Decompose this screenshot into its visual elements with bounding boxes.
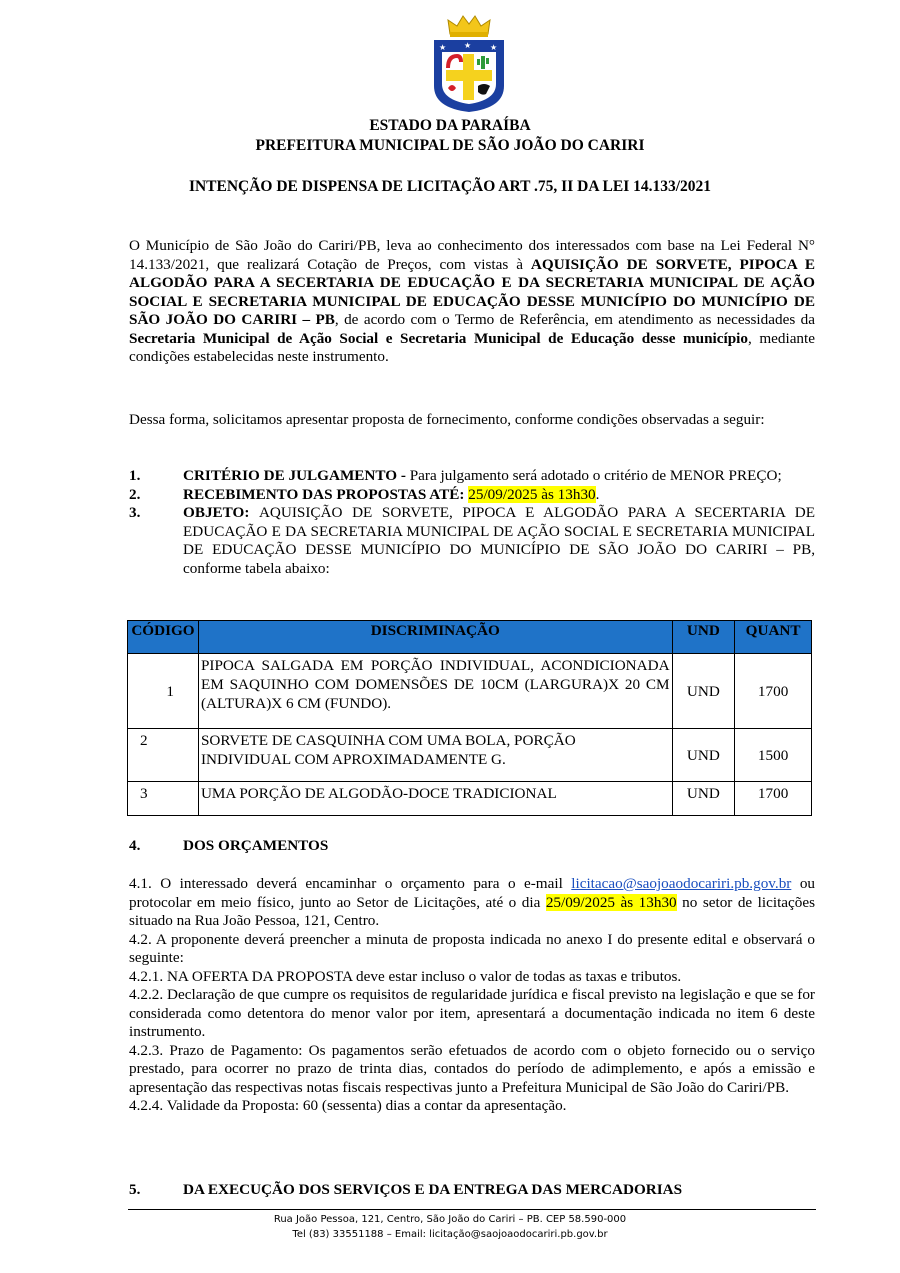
cell-unit: UND [672,782,735,816]
item-number: 3. [129,504,141,521]
clause-4-2-1: 4.2.1. NA OFERTA DA PROPOSTA deve estar incluso o valor de todas as taxas e tributos. [129,967,682,985]
prefecture-heading: PREFEITURA MUNICIPAL DE SÃO JOÃO DO CARIRI [255,137,645,154]
deadline-highlight: 25/09/2025 às 13h30 [468,485,596,503]
table-row [128,782,812,816]
item-number: 1. [129,467,141,484]
cell-code: 1 [128,654,199,729]
section-title: DA EXECUÇÃO DOS SERVIÇOS E DA ENTREGA DAS MERCADORIAS [183,1181,683,1198]
item-label: CRITÉRIO DE JULGAMENTO - [183,467,410,484]
intro-paragraph [129,237,815,367]
document-title: INTENÇÃO DE DISPENSA DE LICITAÇÃO ART .75, II DA LEI 14.133/2021 [188,178,712,195]
section-number: 5. [129,1181,141,1198]
list-item-objeto [129,504,815,578]
item-text: Para julgamento será adotado o critério de MENOR PREÇO; [409,467,782,484]
list-item-criterio [129,467,815,486]
table-row [128,729,812,782]
section-4-heading [129,837,815,856]
intro-object-bold: AQUISIÇÃO DE SORVETE, PIPOCA E ALGODÃO PARA A SECERTARIA DE EDUCAÇÃO E DA SECRETARIA MUNICIPAL DE AÇÃO SOCIAL E SECRETARIA MUNICIPAL DE EDUCAÇÃO DESSE MUNICÍPIO DO MUNICÍPIO DE SÃO JOÃO DO CARIRI – PB [129,255,816,328]
svg-text:★: ★ [464,41,472,50]
cell-code: 3 [128,782,199,816]
cell-unit: UND [672,654,735,729]
cell-quantity: 1700 [735,782,812,816]
intro-text-e: , mediante condições estabelecidas neste instrumento. [129,329,815,365]
intro-text-a: O Município de São João do Cariri/PB, leva ao conhecimento dos interessados com base na Lei Federal N° 14.133/2021, que realizará Cotação de Preços, com vistas à [129,237,815,273]
item-text: AQUISIÇÃO DE SORVETE, PIPOCA E ALGODÃO PARA A SECERTARIA DE EDUCAÇÃO E DA SECRETARIA MUNICIPAL DE AÇÃO SOCIAL E SECRETARIA MUNICIPAL DE EDUCAÇÃO DESSE MUNICÍPIO DO MUNICÍPIO DE SÃO JOÃO DO CARIRI – PB, conforme tabela abaixo: [183,504,815,577]
municipal-crest-logo [426,12,512,114]
intro-text-c: , de acordo com o Termo de Referência, em atendimento as necessidades da [334,311,815,328]
table-header-row [128,621,812,654]
item-label: RECEBIMENTO DAS PROPOSTAS ATÉ: [183,485,469,503]
item-number: 2. [129,485,141,503]
svg-text:★: ★ [439,43,447,52]
state-heading: ESTADO DA PARAÍBA [369,117,531,134]
clause-4-2-4: 4.2.4. Validade da Proposta: 60 (sessenta) dias a contar da apresentação. [129,1097,567,1114]
intro-secretariats-bold: Secretaria Municipal de Ação Social e Secretaria Municipal de Educação desse município [129,329,748,347]
section-number: 4. [129,837,141,854]
cell-description: SORVETE DE CASQUINHA COM UMA BOLA, PORÇÃO INDIVIDUAL COM APROXIMADAMENTE G. [198,729,672,782]
item-label: OBJETO: [183,504,259,521]
clause-4-2-3: 4.2.3. Prazo de Pagamento: Os pagamentos serão efetuados de acordo com o objeto fornecido ou o serviço prestado, para ocorrer no prazo de trinta dias, contados do período de adimplemento, e após a emissão e apresentação das respectivas notas fiscais respectivas junto a Prefeitura Municipal de São João do Cariri/PB. [129,1041,815,1096]
section-title: DOS ORÇAMENTOS [183,837,329,854]
list-item-recebimento [129,486,815,505]
cell-description: UMA PORÇÃO DE ALGODÃO-DOCE TRADICIONAL [198,782,672,816]
col-header-und: UND [672,621,735,654]
clause-4-2: 4.2. A proponente deverá preencher a minuta de proposta indicada no anexo I do presente edital e observará o seguinte: [129,930,815,966]
request-paragraph: Dessa forma, solicitamos apresentar proposta de fornecimento, conforme condições observadas a seguir: [129,411,765,428]
col-header-codigo: CÓDIGO [128,621,199,654]
cell-code: 2 [128,729,199,782]
item-text: . [595,485,600,503]
cell-unit: UND [672,729,735,782]
footer-address: Rua João Pessoa, 121, Centro, São João do Cariri – PB. CEP 58.590-000 [273,1214,627,1225]
cell-quantity: 1500 [735,729,812,782]
items-list [129,467,815,578]
section-5-heading [129,1181,815,1200]
footer-contact: Tel (83) 33551188 – Email: licitação@saojoaodocariri.pb.gov.br [292,1229,608,1240]
clause-text: no setor de licitações situado na Rua João Pessoa, 121, Centro. [129,893,816,929]
items-table [127,620,812,816]
section-4-body [129,875,815,1116]
footer-divider [128,1209,816,1210]
deadline-highlight: 25/09/2025 às 13h30 [545,893,677,911]
email-link[interactable]: licitacao@saojoaodocariri.pb.gov.br [571,875,792,892]
clause-text: ou protocolar em meio físico, junto ao Setor de Licitações, até o dia [129,875,815,911]
svg-text:★: ★ [490,43,498,52]
clause-4-2-2: 4.2.2. Declaração de que cumpre os requisitos de regularidade jurídica e fiscal previsto na legislação e que se for considerada como detentora do menor valor por item, apresentará a documentação indicada no item 6 deste instrumento. [129,986,815,1040]
table-row [128,654,812,729]
cell-description: PIPOCA SALGADA EM PORÇÃO INDIVIDUAL, ACONDICIONADA EM SAQUINHO COM DOMENSÕES DE 10CM (LARGURA)X 20 CM (ALTURA)X 6 CM (FUNDO). [198,654,672,729]
clause-4-1 [129,875,815,931]
col-header-quant: QUANT [735,621,812,654]
clause-text: 4.1. O interessado deverá encaminhar o orçamento para o e-mail [129,875,572,892]
col-header-discriminacao: DISCRIMINAÇÃO [198,621,672,654]
cell-quantity: 1700 [735,654,812,729]
